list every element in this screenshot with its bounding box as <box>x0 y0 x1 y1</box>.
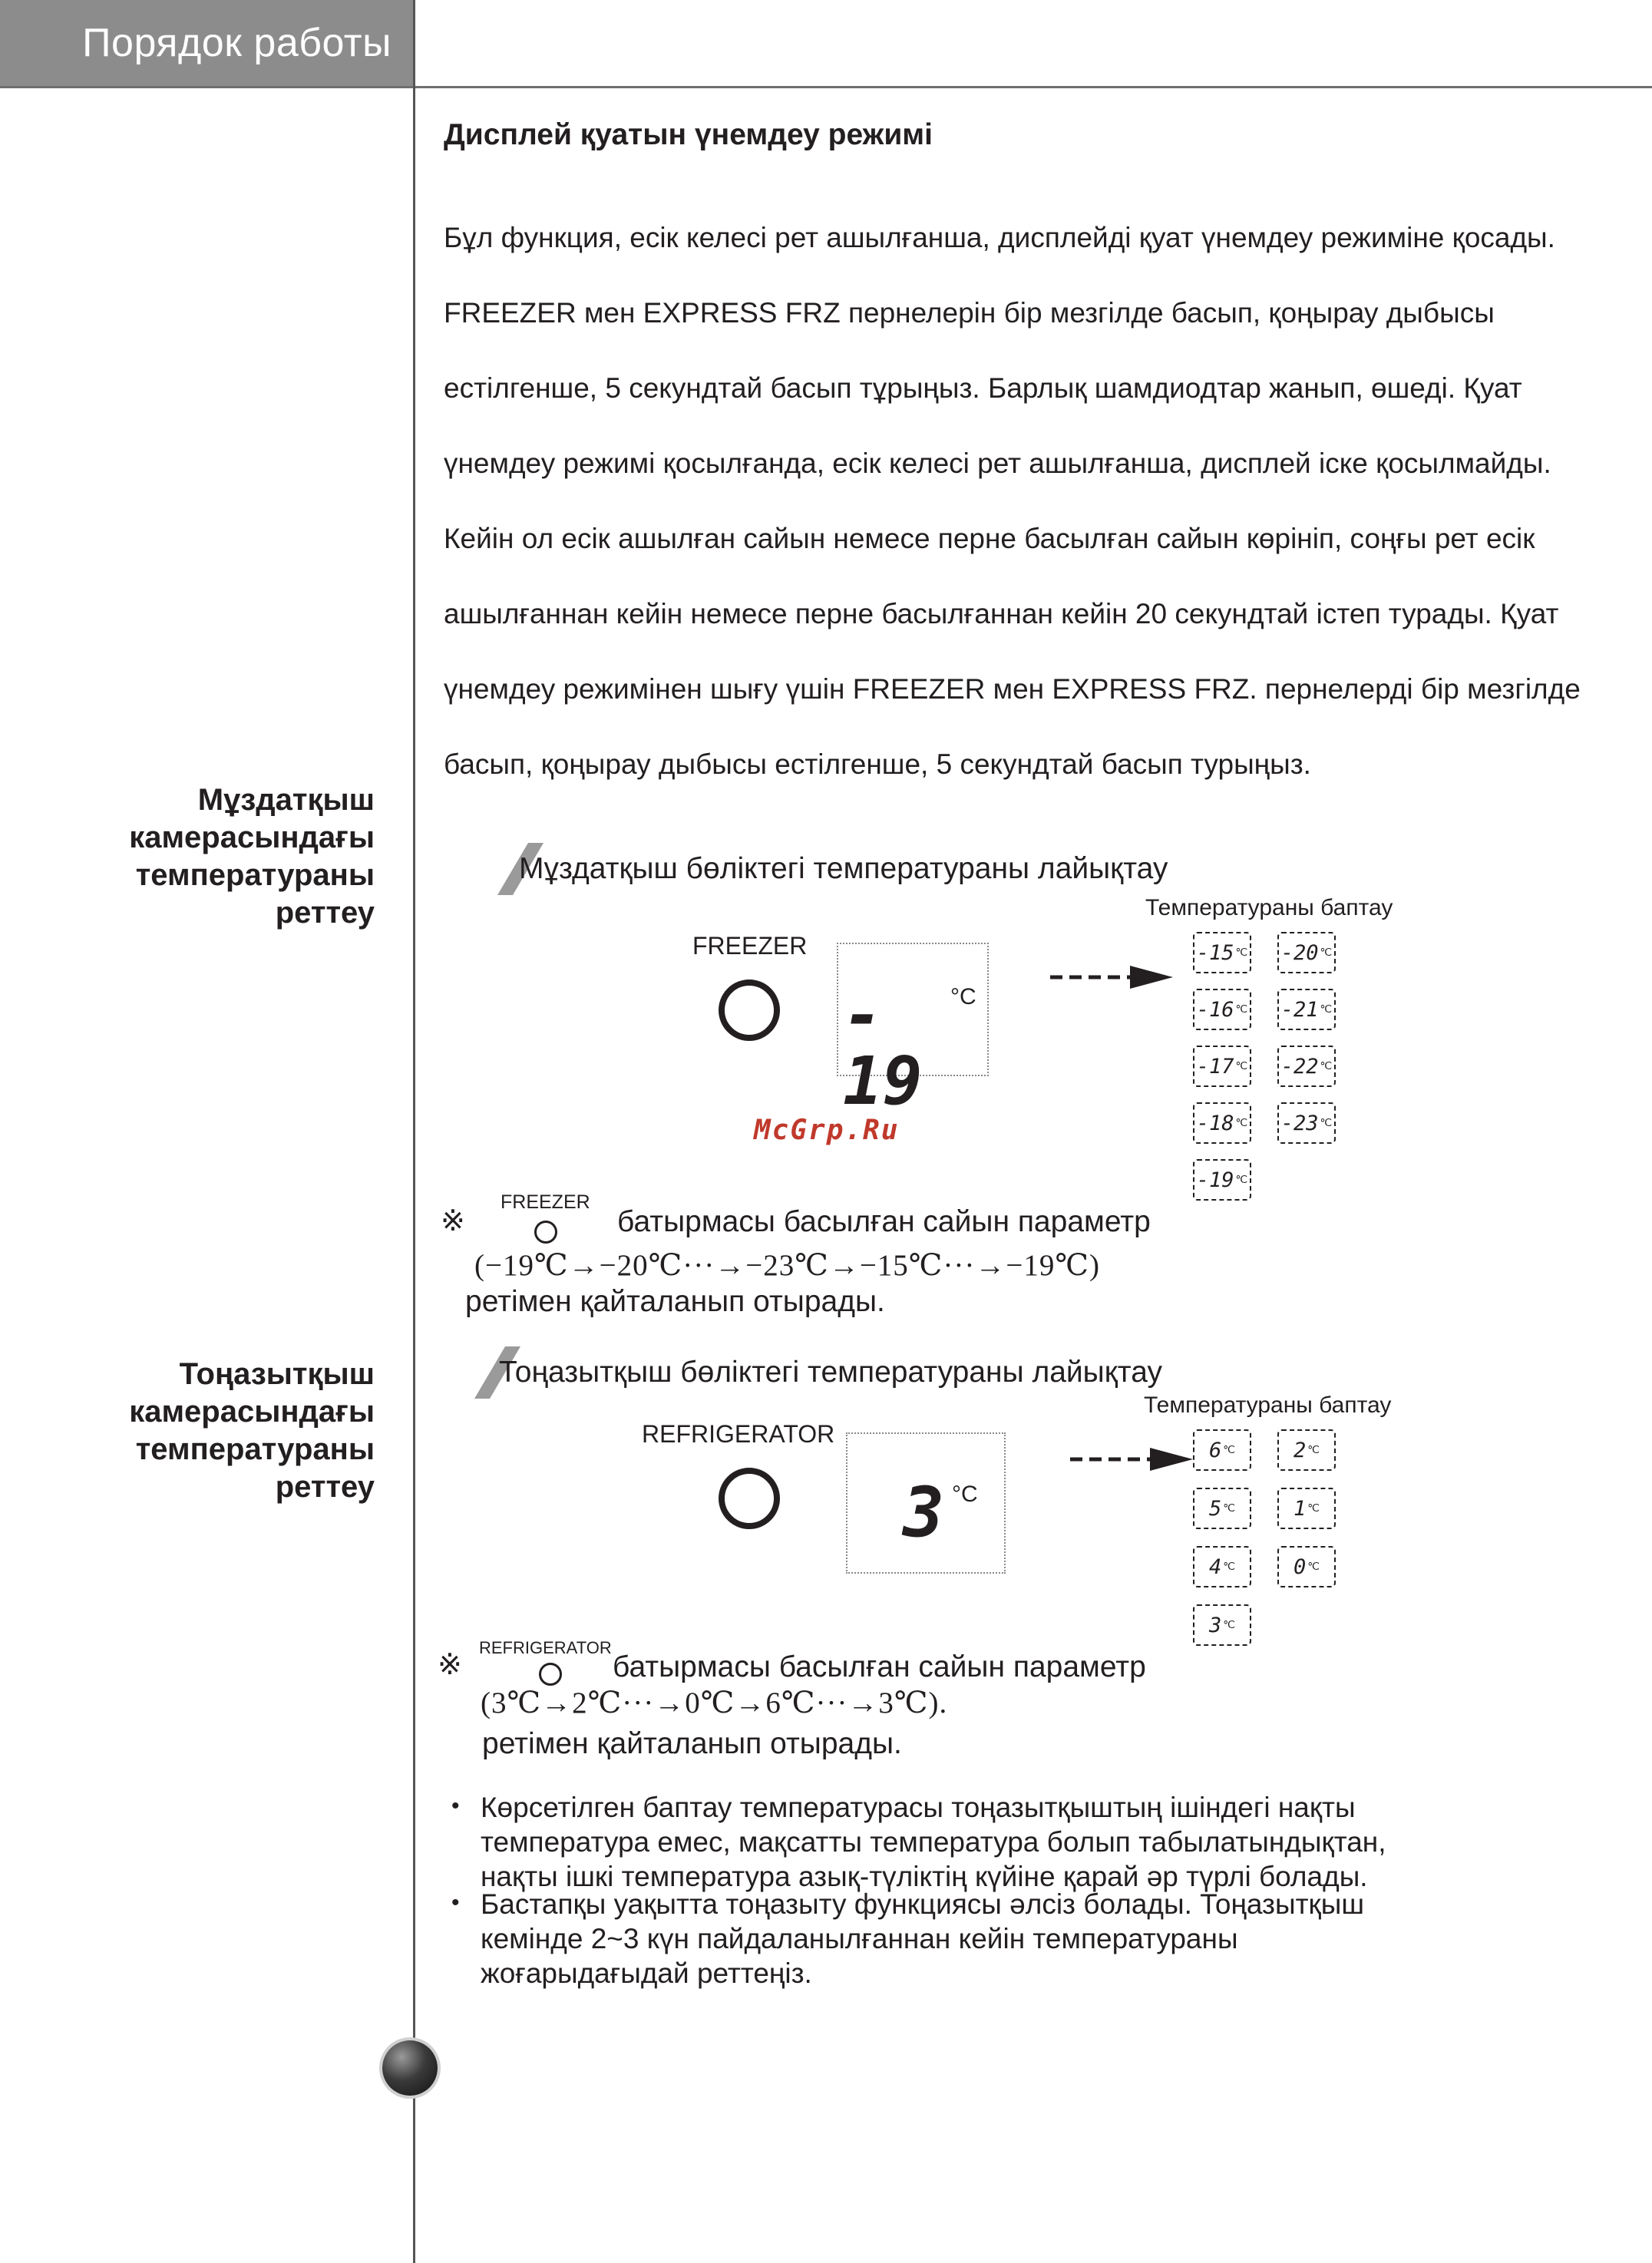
freezer-button[interactable] <box>719 980 780 1041</box>
freezer-sequence: (−19℃→−20℃···→−23℃→−15℃···→−19℃) <box>474 1249 1101 1282</box>
bullet-text: Бастапқы уақытта тоңазыту функциясы әлсіз болады. Тоңазытқыш кемінде 2~3 күн пайдаланылғаннан кейін температураны жоғарыдағыдай реттеңіз. <box>481 1888 1365 1989</box>
power-saving-line: үнемдеу режимінен шығу үшін FREEZER мен EXPRESS FRZ. пернелерді бір мезгілде <box>444 673 1581 705</box>
temp-option-tile: -22 ℃ <box>1277 1046 1336 1087</box>
margin-rule <box>413 0 415 2263</box>
power-saving-line: ашылғаннан кейін немесе перне басылғаннан кейін 20 секундтай істеп турады. Қуат <box>444 598 1559 629</box>
refrigerator-display-unit: °C <box>952 1482 978 1507</box>
note-button-label: FREEZER <box>501 1191 590 1213</box>
refrigerator-sequence: (3℃→2℃···→0℃→6℃···→3℃). <box>481 1687 948 1720</box>
note-button-icon <box>539 1663 562 1686</box>
temp-option-tile: -15 ℃ <box>1193 932 1251 973</box>
header-divider-left <box>0 86 413 88</box>
refrigerator-tiles-col2 <box>1277 1429 1336 1587</box>
freezer-subtitle: Мұздатқыш бөліктегі температураны лайықтау <box>519 852 1168 885</box>
temp-option-tile: 0 ℃ <box>1277 1546 1336 1587</box>
freezer-tiles-col1 <box>1193 932 1251 1201</box>
power-saving-line: Кейін ол есік ашылған сайын немесе перне басылған сайын көрініп, соңғы рет есік <box>444 523 1535 554</box>
refrigerator-side-heading: Тоңазытқыш камерасындағы температураны реттеу <box>129 1357 375 1504</box>
note-button-icon <box>534 1221 557 1244</box>
page-marker <box>382 2040 438 2096</box>
note-button-label: REFRIGERATOR <box>479 1638 612 1657</box>
temp-option-tile: -17 ℃ <box>1193 1046 1251 1087</box>
temp-option-tile: -20 ℃ <box>1277 932 1336 973</box>
header-divider <box>413 86 1652 88</box>
bullet-dot: • <box>451 1793 460 1819</box>
temp-option-tile: -18 ℃ <box>1193 1102 1251 1144</box>
temp-option-tile: -16 ℃ <box>1193 989 1251 1030</box>
arrow-icon <box>1070 1446 1193 1472</box>
power-saving-title: Дисплей қуатын үнемдеу режимі <box>444 118 933 151</box>
power-saving-line: Бұл функция, есік келесі рет ашылғанша, дисплейді қуат үнемдеу режиміне қосады. <box>444 222 1555 253</box>
freezer-display <box>837 943 989 1120</box>
watermark: McGrp.Ru <box>754 1115 900 1146</box>
freezer-display-unit: °C <box>950 984 976 1009</box>
refrigerator-button[interactable] <box>719 1468 780 1529</box>
freezer-side-heading: Мұздатқыш камерасындағы температураны реттеу <box>129 783 375 930</box>
refrigerator-display <box>846 1432 1006 1574</box>
power-saving-line: естілгенше, 5 секундтай басып тұрыңыз. Барлық шамдиодтар жанып, өшеді. Қуат <box>444 372 1522 404</box>
freezer-note-text: батырмасы басылған сайын параметр <box>617 1205 1151 1238</box>
temp-option-tile: 6 ℃ <box>1193 1429 1251 1471</box>
freezer-display-value: - 19 <box>843 977 923 1120</box>
refrigerator-subtitle: Тоңазытқыш бөліктегі температураны лайықтау <box>499 1356 1162 1389</box>
note-mark: ※ <box>441 1205 465 1237</box>
page-title: Порядок работы <box>82 21 392 65</box>
refrigerator-settings-label: Температураны баптау <box>1144 1392 1392 1418</box>
temp-option-tile: -21 ℃ <box>1277 989 1336 1030</box>
note-mark: ※ <box>438 1649 462 1681</box>
power-saving-text <box>444 181 1581 821</box>
freezer-tiles-col2 <box>1277 932 1336 1144</box>
temp-option-tile: 1 ℃ <box>1277 1488 1336 1529</box>
refrigerator-note-text: батырмасы басылған сайын параметр <box>613 1650 1146 1683</box>
arrow-icon <box>1050 964 1173 990</box>
temp-option-tile: 3 ℃ <box>1193 1604 1251 1646</box>
refrigerator-button-label: REFRIGERATOR <box>642 1420 835 1448</box>
bullet-text: Көрсетілген баптау температурасы тоңазытқыштың ішіндегі нақты температура емес, мақсатты температура болып табылатындықтан, нақты ішкі температура азық-түліктің күйіне қарай әр түрлі болады. <box>481 1792 1386 1892</box>
freezer-button-label: FREEZER <box>692 932 808 960</box>
refrigerator-tiles-col1 <box>1193 1429 1251 1646</box>
freezer-settings-label: Температураны баптау <box>1145 895 1393 920</box>
temp-option-tile: -23 ℃ <box>1277 1102 1336 1144</box>
temp-option-tile: 5 ℃ <box>1193 1488 1251 1529</box>
refrigerator-display-value: 3 <box>903 1472 945 1553</box>
refrigerator-repeat-text: ретімен қайталанып отырады. <box>482 1727 902 1760</box>
bullet-dot: • <box>451 1890 460 1915</box>
temp-option-tile: 4 ℃ <box>1193 1546 1251 1587</box>
temp-option-tile: -19 ℃ <box>1193 1159 1251 1201</box>
power-saving-line: басып, қоңырау дыбысы естілгенше, 5 секундтай басып турыңыз. <box>444 748 1311 780</box>
power-saving-line: FREEZER мен EXPRESS FRZ пернелерін бір мезгілде басып, қоңырау дыбысы <box>444 297 1495 329</box>
temp-option-tile: 2 ℃ <box>1277 1429 1336 1471</box>
power-saving-line: үнемдеу режимі қосылғанда, есік келесі рет ашылғанша, дисплей іске қосылмайды. <box>444 448 1551 479</box>
freezer-repeat-text: ретімен қайталанып отырады. <box>465 1285 885 1318</box>
